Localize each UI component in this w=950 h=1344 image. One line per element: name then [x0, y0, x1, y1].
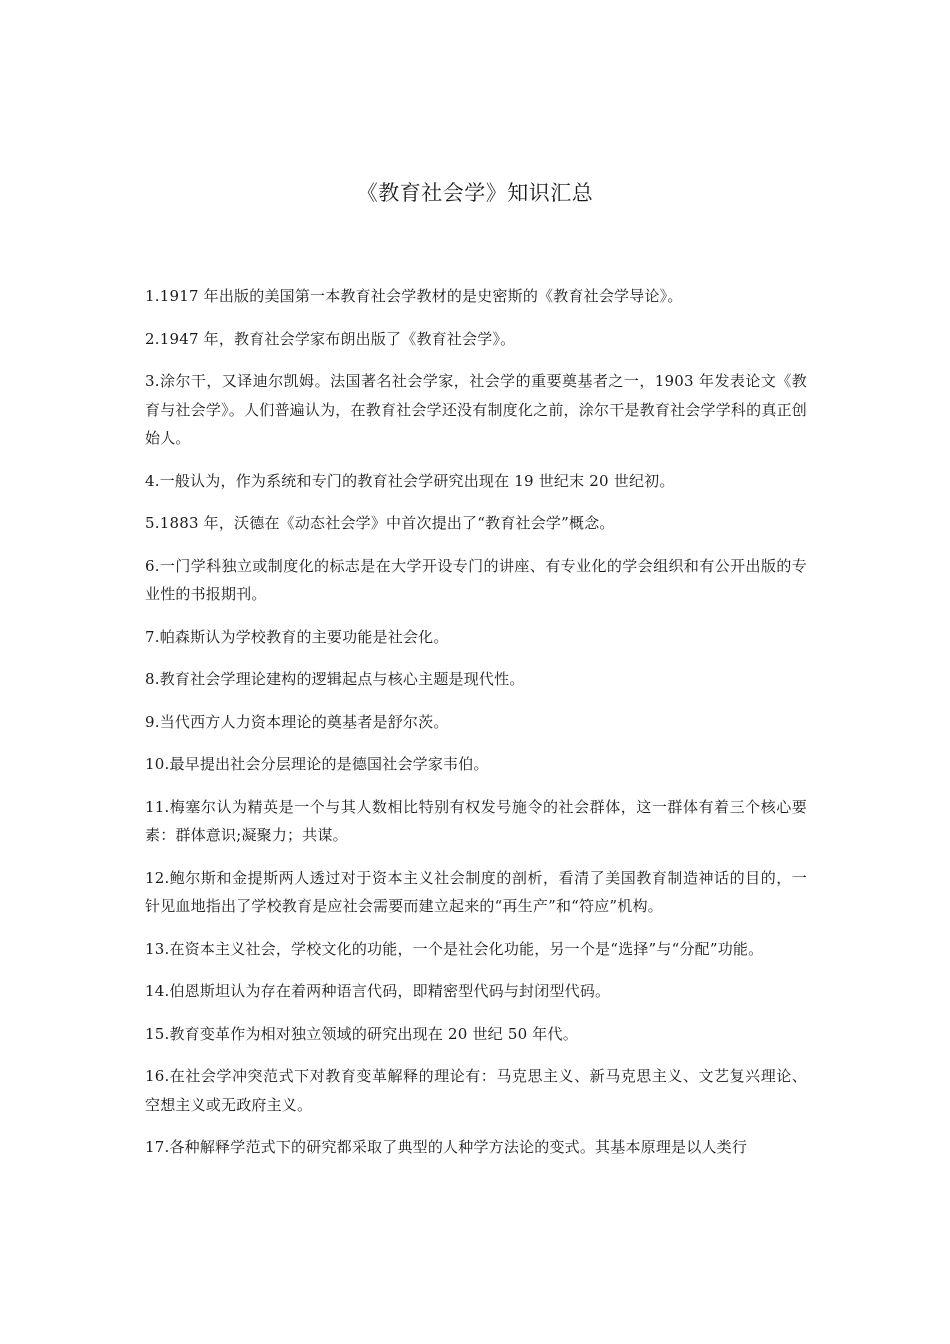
- document-title: 《教育社会学》知识汇总: [356, 181, 594, 205]
- list-item: 12.鲍尔斯和金提斯两人透过对于资本主义社会制度的剖析，看清了美国教育制造神话的目的，一针见血地指出了学校教育是应社会需要而建立起来的“再生产”和“符应”机构。: [145, 868, 807, 915]
- list-item: 5.1883 年，沃德在《动态社会学》中首次提出了“教育社会学”概念。: [145, 514, 615, 532]
- list-item: 6.一门学科独立或制度化的标志是在大学开设专门的讲座、有专业化的学会组织和有公开出版的专业性的书报期刊。: [145, 556, 807, 603]
- list-item: 11.梅塞尔认为精英是一个与其人数相比特别有权发号施令的社会群体，这一群体有着三个核心要素：群体意识;凝聚力；共谋。: [145, 797, 807, 844]
- list-item: 16.在社会学冲突范式下对教育变革解释的理论有：马克思主义、新马克思主义、文艺复兴理论、空想主义或无政府主义。: [145, 1067, 807, 1114]
- document-body: [145, 282, 807, 1176]
- list-item: 4.一般认为，作为系统和专门的教育社会学研究出现在 19 世纪末 20 世纪初。: [145, 471, 675, 490]
- list-item: 3.涂尔干，又译迪尔凯姆。法国著名社会学家，社会学的重要奠基者之一，1903 年发表论文《教育与社会学》。人们普遍认为，在教育社会学还没有制度化之前，涂尔干是教育社会学学科的真正创始人。: [145, 372, 807, 447]
- list-item: 7.帕森斯认为学校教育的主要功能是社会化。: [145, 627, 449, 646]
- list-item: 9.当代西方人力资本理论的奠基者是舒尔茨。: [145, 712, 449, 731]
- list-item: 2.1947 年，教育社会学家布朗出版了《教育社会学》。: [145, 329, 516, 348]
- list-item: 1.1917 年出版的美国第一本教育社会学教材的是史密斯的《教育社会学导论》。: [145, 287, 683, 305]
- list-item: 15.教育变革作为相对独立领域的研究出现在 20 世纪 50 年代。: [145, 1024, 578, 1043]
- list-item: 14.伯恩斯坦认为存在着两种语言代码，即精密型代码与封闭型代码。: [145, 982, 611, 1000]
- list-item: 17.各种解释学范式下的研究都采取了典型的人种学方法论的变式。其基本原理是以人类行: [145, 1138, 748, 1156]
- list-item: 13.在资本主义社会，学校文化的功能，一个是社会化功能，另一个是“选择”与“分配”功能。: [145, 939, 764, 958]
- list-item: 10.最早提出社会分层理论的是德国社会学家韦伯。: [145, 755, 489, 773]
- list-item: 8.教育社会学理论建构的逻辑起点与核心主题是现代性。: [145, 670, 525, 688]
